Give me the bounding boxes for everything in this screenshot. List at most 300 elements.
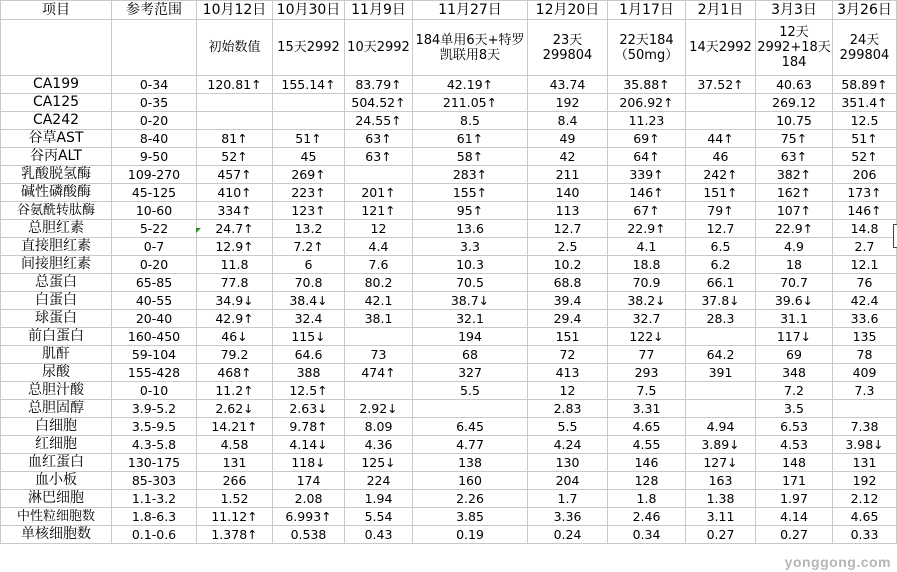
value-cell[interactable]: 12.5↑	[273, 382, 345, 400]
value-cell[interactable]: 42.4	[833, 292, 897, 310]
value-cell[interactable]: 115↓	[273, 328, 345, 346]
item-name-cell[interactable]: 中性粒细胞数	[1, 508, 112, 526]
value-cell[interactable]: 12.5	[833, 112, 897, 130]
value-cell[interactable]: 38.7↓	[413, 292, 528, 310]
value-cell[interactable]: 118↓	[273, 454, 345, 472]
value-cell[interactable]: 148	[756, 454, 833, 472]
value-cell[interactable]: 58.89↑	[833, 76, 897, 94]
value-cell[interactable]: 63↑	[345, 148, 413, 166]
value-cell[interactable]: 474↑	[345, 364, 413, 382]
column-header[interactable]: 10月12日	[197, 1, 273, 20]
value-cell[interactable]: 12.7	[686, 220, 756, 238]
value-cell[interactable]: 146↑	[608, 184, 686, 202]
value-cell[interactable]: 4.36	[345, 436, 413, 454]
value-cell[interactable]: 46↓	[197, 328, 273, 346]
value-cell[interactable]: 51↑	[273, 130, 345, 148]
column-header[interactable]: 11月27日	[413, 1, 528, 20]
value-cell[interactable]: 4.55	[608, 436, 686, 454]
value-cell[interactable]: 24.55↑	[345, 112, 413, 130]
value-cell[interactable]: 11.12↑	[197, 508, 273, 526]
value-cell[interactable]: 107↑	[756, 202, 833, 220]
reference-range-cell[interactable]: 5-22	[112, 220, 197, 238]
value-cell[interactable]: 61↑	[413, 130, 528, 148]
value-cell[interactable]: 32.4	[273, 310, 345, 328]
value-cell[interactable]: 39.4	[528, 292, 608, 310]
value-cell[interactable]: 3.85	[413, 508, 528, 526]
value-cell[interactable]: 174	[273, 472, 345, 490]
value-cell[interactable]: 22.9↑	[756, 220, 833, 238]
item-name-cell[interactable]: 总胆固醇	[1, 400, 112, 418]
value-cell[interactable]: 12	[345, 220, 413, 238]
column-header[interactable]: 12月20日	[528, 1, 608, 20]
value-cell[interactable]: 42.19↑	[413, 76, 528, 94]
value-cell[interactable]: 135	[833, 328, 897, 346]
value-cell[interactable]: 128	[608, 472, 686, 490]
item-name-cell[interactable]: 尿酸	[1, 364, 112, 382]
value-cell[interactable]: 123↑	[273, 202, 345, 220]
value-cell[interactable]: 140	[528, 184, 608, 202]
value-cell[interactable]: 382↑	[756, 166, 833, 184]
value-cell[interactable]: 1.7	[528, 490, 608, 508]
value-cell[interactable]: 192	[833, 472, 897, 490]
value-cell[interactable]: 8.4	[528, 112, 608, 130]
value-cell[interactable]: 0.27	[686, 526, 756, 544]
value-cell[interactable]: 410↑	[197, 184, 273, 202]
value-cell[interactable]: 6.2	[686, 256, 756, 274]
value-cell[interactable]: 413	[528, 364, 608, 382]
value-cell[interactable]: 43.74	[528, 76, 608, 94]
value-cell[interactable]: 79.2	[197, 346, 273, 364]
value-cell[interactable]: 8.09	[345, 418, 413, 436]
value-cell[interactable]: 24.7↑	[197, 220, 273, 238]
value-cell[interactable]: 2.26	[413, 490, 528, 508]
item-name-cell[interactable]: 白细胞	[1, 418, 112, 436]
value-cell[interactable]: 32.1	[413, 310, 528, 328]
reference-range-cell[interactable]: 0-34	[112, 76, 197, 94]
value-cell[interactable]: 391	[686, 364, 756, 382]
treatment-cell[interactable]: 22天184（50mg）	[608, 20, 686, 76]
value-cell[interactable]: 40.63	[756, 76, 833, 94]
value-cell[interactable]: 1.52	[197, 490, 273, 508]
value-cell[interactable]: 4.9	[756, 238, 833, 256]
value-cell[interactable]: 78	[833, 346, 897, 364]
value-cell[interactable]: 2.7	[833, 238, 897, 256]
column-header[interactable]: 1月17日	[608, 1, 686, 20]
value-cell[interactable]: 34.9↓	[197, 292, 273, 310]
value-cell[interactable]: 51↑	[833, 130, 897, 148]
reference-range-cell[interactable]: 3.9-5.2	[112, 400, 197, 418]
reference-range-cell[interactable]: 155-428	[112, 364, 197, 382]
value-cell[interactable]: 2.12	[833, 490, 897, 508]
value-cell[interactable]: 64.6	[273, 346, 345, 364]
value-cell[interactable]: 457↑	[197, 166, 273, 184]
value-cell[interactable]: 201↑	[345, 184, 413, 202]
column-header[interactable]: 3月3日	[756, 1, 833, 20]
value-cell[interactable]: 2.46	[608, 508, 686, 526]
value-cell[interactable]: 162↑	[756, 184, 833, 202]
value-cell[interactable]: 327	[413, 364, 528, 382]
value-cell[interactable]	[686, 382, 756, 400]
reference-range-cell[interactable]: 0-7	[112, 238, 197, 256]
value-cell[interactable]: 173↑	[833, 184, 897, 202]
reference-range-cell[interactable]: 109-270	[112, 166, 197, 184]
reference-range-cell[interactable]: 8-40	[112, 130, 197, 148]
value-cell[interactable]	[413, 400, 528, 418]
value-cell[interactable]: 76	[833, 274, 897, 292]
value-cell[interactable]: 45	[273, 148, 345, 166]
value-cell[interactable]: 4.14	[756, 508, 833, 526]
value-cell[interactable]: 3.89↓	[686, 436, 756, 454]
value-cell[interactable]: 2.5	[528, 238, 608, 256]
value-cell[interactable]: 388	[273, 364, 345, 382]
item-name-cell[interactable]: 谷丙ALT	[1, 148, 112, 166]
value-cell[interactable]: 7.6	[345, 256, 413, 274]
item-name-cell[interactable]: 谷氨酰转肽酶	[1, 202, 112, 220]
value-cell[interactable]	[345, 166, 413, 184]
value-cell[interactable]: 68	[413, 346, 528, 364]
value-cell[interactable]: 0.24	[528, 526, 608, 544]
value-cell[interactable]: 70.5	[413, 274, 528, 292]
value-cell[interactable]: 224	[345, 472, 413, 490]
value-cell[interactable]: 64.2	[686, 346, 756, 364]
value-cell[interactable]: 18.8	[608, 256, 686, 274]
value-cell[interactable]: 12	[528, 382, 608, 400]
value-cell[interactable]: 7.2↑	[273, 238, 345, 256]
value-cell[interactable]: 38.2↓	[608, 292, 686, 310]
value-cell[interactable]: 171	[756, 472, 833, 490]
value-cell[interactable]: 269.12	[756, 94, 833, 112]
item-name-cell[interactable]: 乳酸脱氢酶	[1, 166, 112, 184]
value-cell[interactable]: 293	[608, 364, 686, 382]
value-cell[interactable]: 95↑	[413, 202, 528, 220]
value-cell[interactable]: 339↑	[608, 166, 686, 184]
value-cell[interactable]: 72	[528, 346, 608, 364]
value-cell[interactable]: 146↑	[833, 202, 897, 220]
value-cell[interactable]: 3.3	[413, 238, 528, 256]
value-cell[interactable]: 125↓	[345, 454, 413, 472]
value-cell[interactable]: 6	[273, 256, 345, 274]
value-cell[interactable]: 2.83	[528, 400, 608, 418]
value-cell[interactable]: 4.14↓	[273, 436, 345, 454]
treatment-cell[interactable]: 10天2992	[345, 20, 413, 76]
value-cell[interactable]: 7.5	[608, 382, 686, 400]
reference-range-cell[interactable]: 0-35	[112, 94, 197, 112]
value-cell[interactable]: 69↑	[608, 130, 686, 148]
value-cell[interactable]: 2.08	[273, 490, 345, 508]
reference-range-cell[interactable]: 0-20	[112, 112, 197, 130]
value-cell[interactable]: 10.75	[756, 112, 833, 130]
value-cell[interactable]: 163	[686, 472, 756, 490]
value-cell[interactable]: 11.2↑	[197, 382, 273, 400]
value-cell[interactable]: 7.2	[756, 382, 833, 400]
reference-range-cell[interactable]: 65-85	[112, 274, 197, 292]
value-cell[interactable]: 52↑	[833, 148, 897, 166]
value-cell[interactable]: 3.11	[686, 508, 756, 526]
value-cell[interactable]: 8.5	[413, 112, 528, 130]
value-cell[interactable]: 122↓	[608, 328, 686, 346]
value-cell[interactable]	[197, 112, 273, 130]
treatment-cell[interactable]: 15天2992	[273, 20, 345, 76]
value-cell[interactable]: 7.3	[833, 382, 897, 400]
value-cell[interactable]: 79↑	[686, 202, 756, 220]
value-cell[interactable]	[345, 328, 413, 346]
reference-range-cell[interactable]: 1.8-6.3	[112, 508, 197, 526]
treatment-cell[interactable]: 14天2992	[686, 20, 756, 76]
value-cell[interactable]: 5.5	[528, 418, 608, 436]
item-name-cell[interactable]: 直接胆红素	[1, 238, 112, 256]
reference-range-cell[interactable]: 59-104	[112, 346, 197, 364]
value-cell[interactable]: 0.538	[273, 526, 345, 544]
value-cell[interactable]: 127↓	[686, 454, 756, 472]
treatment-cell[interactable]: 初始数值	[197, 20, 273, 76]
value-cell[interactable]: 160	[413, 472, 528, 490]
value-cell[interactable]: 7.38	[833, 418, 897, 436]
value-cell[interactable]: 351.4↑	[833, 94, 897, 112]
value-cell[interactable]: 4.94	[686, 418, 756, 436]
value-cell[interactable]: 67↑	[608, 202, 686, 220]
item-name-cell[interactable]: 血红蛋白	[1, 454, 112, 472]
treatment-cell[interactable]: 184单用6天+特罗凯联用8天	[413, 20, 528, 76]
value-cell[interactable]: 66.1	[686, 274, 756, 292]
value-cell[interactable]: 81↑	[197, 130, 273, 148]
item-name-cell[interactable]: CA125	[1, 94, 112, 112]
value-cell[interactable]: 155.14↑	[273, 76, 345, 94]
value-cell[interactable]: 204	[528, 472, 608, 490]
value-cell[interactable]: 1.8	[608, 490, 686, 508]
value-cell[interactable]: 39.6↓	[756, 292, 833, 310]
value-cell[interactable]: 42	[528, 148, 608, 166]
item-name-cell[interactable]: 总胆汁酸	[1, 382, 112, 400]
value-cell[interactable]	[273, 112, 345, 130]
reference-range-cell[interactable]: 1.1-3.2	[112, 490, 197, 508]
item-name-cell[interactable]: 总胆红素	[1, 220, 112, 238]
column-header[interactable]: 参考范围	[112, 1, 197, 20]
value-cell[interactable]: 206	[833, 166, 897, 184]
value-cell[interactable]: 75↑	[756, 130, 833, 148]
reference-range-cell[interactable]: 9-50	[112, 148, 197, 166]
value-cell[interactable]: 77.8	[197, 274, 273, 292]
reference-range-cell[interactable]: 85-303	[112, 472, 197, 490]
value-cell[interactable]: 14.21↑	[197, 418, 273, 436]
reference-range-cell[interactable]: 0-20	[112, 256, 197, 274]
value-cell[interactable]: 120.81↑	[197, 76, 273, 94]
value-cell[interactable]	[197, 94, 273, 112]
value-cell[interactable]: 12.9↑	[197, 238, 273, 256]
value-cell[interactable]: 42.9↑	[197, 310, 273, 328]
value-cell[interactable]: 0.43	[345, 526, 413, 544]
value-cell[interactable]: 29.4	[528, 310, 608, 328]
value-cell[interactable]: 151	[528, 328, 608, 346]
value-cell[interactable]: 70.7	[756, 274, 833, 292]
value-cell[interactable]: 269↑	[273, 166, 345, 184]
value-cell[interactable]: 12.1	[833, 256, 897, 274]
value-cell[interactable]: 33.6	[833, 310, 897, 328]
value-cell[interactable]: 63↑	[756, 148, 833, 166]
value-cell[interactable]: 334↑	[197, 202, 273, 220]
item-name-cell[interactable]: 碱性磷酸酶	[1, 184, 112, 202]
selection-handle[interactable]	[893, 224, 897, 248]
value-cell[interactable]: 1.94	[345, 490, 413, 508]
value-cell[interactable]: 2.92↓	[345, 400, 413, 418]
value-cell[interactable]: 68.8	[528, 274, 608, 292]
value-cell[interactable]: 3.31	[608, 400, 686, 418]
value-cell[interactable]: 121↑	[345, 202, 413, 220]
item-name-cell[interactable]: 间接胆红素	[1, 256, 112, 274]
value-cell[interactable]	[686, 112, 756, 130]
value-cell[interactable]: 13.6	[413, 220, 528, 238]
value-cell[interactable]: 31.1	[756, 310, 833, 328]
value-cell[interactable]: 117↓	[756, 328, 833, 346]
value-cell[interactable]: 44↑	[686, 130, 756, 148]
column-header[interactable]: 项目	[1, 1, 112, 20]
value-cell[interactable]: 348	[756, 364, 833, 382]
value-cell[interactable]: 38.4↓	[273, 292, 345, 310]
value-cell[interactable]: 155↑	[413, 184, 528, 202]
value-cell[interactable]: 11.8	[197, 256, 273, 274]
item-name-cell[interactable]: 谷草AST	[1, 130, 112, 148]
reference-range-cell[interactable]: 3.5-9.5	[112, 418, 197, 436]
reference-range-cell[interactable]: 20-40	[112, 310, 197, 328]
value-cell[interactable]: 22.9↑	[608, 220, 686, 238]
value-cell[interactable]: 242↑	[686, 166, 756, 184]
value-cell[interactable]: 83.79↑	[345, 76, 413, 94]
value-cell[interactable]	[686, 400, 756, 418]
treatment-cell[interactable]: 23天299804	[528, 20, 608, 76]
value-cell[interactable]: 42.1	[345, 292, 413, 310]
reference-range-cell[interactable]: 130-175	[112, 454, 197, 472]
value-cell[interactable]: 3.36	[528, 508, 608, 526]
treatment-cell[interactable]	[1, 20, 112, 76]
value-cell[interactable]: 18	[756, 256, 833, 274]
value-cell[interactable]: 38.1	[345, 310, 413, 328]
treatment-cell[interactable]	[112, 20, 197, 76]
value-cell[interactable]: 6.45	[413, 418, 528, 436]
reference-range-cell[interactable]: 4.3-5.8	[112, 436, 197, 454]
value-cell[interactable]: 5.5	[413, 382, 528, 400]
value-cell[interactable]: 0.33	[833, 526, 897, 544]
value-cell[interactable]: 468↑	[197, 364, 273, 382]
item-name-cell[interactable]: 前白蛋白	[1, 328, 112, 346]
value-cell[interactable]: 4.4	[345, 238, 413, 256]
item-name-cell[interactable]: 红细胞	[1, 436, 112, 454]
value-cell[interactable]: 64↑	[608, 148, 686, 166]
value-cell[interactable]: 52↑	[197, 148, 273, 166]
value-cell[interactable]: 211	[528, 166, 608, 184]
value-cell[interactable]: 504.52↑	[345, 94, 413, 112]
value-cell[interactable]: 4.65	[608, 418, 686, 436]
value-cell[interactable]: 10.3	[413, 256, 528, 274]
value-cell[interactable]: 211.05↑	[413, 94, 528, 112]
value-cell[interactable]: 192	[528, 94, 608, 112]
item-name-cell[interactable]: 总蛋白	[1, 274, 112, 292]
item-name-cell[interactable]: 血小板	[1, 472, 112, 490]
value-cell[interactable]: 28.3	[686, 310, 756, 328]
value-cell[interactable]: 9.78↑	[273, 418, 345, 436]
value-cell[interactable]: 73	[345, 346, 413, 364]
value-cell[interactable]: 2.62↓	[197, 400, 273, 418]
item-name-cell[interactable]: 球蛋白	[1, 310, 112, 328]
value-cell[interactable]: 37.8↓	[686, 292, 756, 310]
item-name-cell[interactable]: 淋巴细胞	[1, 490, 112, 508]
value-cell[interactable]: 4.58	[197, 436, 273, 454]
value-cell[interactable]: 3.5	[756, 400, 833, 418]
value-cell[interactable]: 151↑	[686, 184, 756, 202]
value-cell[interactable]: 409	[833, 364, 897, 382]
value-cell[interactable]: 131	[833, 454, 897, 472]
value-cell[interactable]: 1.38	[686, 490, 756, 508]
value-cell[interactable]: 0.27	[756, 526, 833, 544]
reference-range-cell[interactable]: 0-10	[112, 382, 197, 400]
value-cell[interactable]: 266	[197, 472, 273, 490]
value-cell[interactable]: 0.19	[413, 526, 528, 544]
value-cell[interactable]: 4.65	[833, 508, 897, 526]
value-cell[interactable]: 130	[528, 454, 608, 472]
value-cell[interactable]: 1.378↑	[197, 526, 273, 544]
item-name-cell[interactable]: 白蛋白	[1, 292, 112, 310]
treatment-cell[interactable]: 12天2992+18天184	[756, 20, 833, 76]
value-cell[interactable]: 11.23	[608, 112, 686, 130]
column-header[interactable]: 11月9日	[345, 1, 413, 20]
value-cell[interactable]: 70.9	[608, 274, 686, 292]
reference-range-cell[interactable]: 10-60	[112, 202, 197, 220]
value-cell[interactable]: 37.52↑	[686, 76, 756, 94]
value-cell[interactable]: 69	[756, 346, 833, 364]
value-cell[interactable]: 6.53	[756, 418, 833, 436]
value-cell[interactable]: 10.2	[528, 256, 608, 274]
value-cell[interactable]: 5.54	[345, 508, 413, 526]
value-cell[interactable]: 70.8	[273, 274, 345, 292]
value-cell[interactable]: 35.88↑	[608, 76, 686, 94]
value-cell[interactable]: 6.5	[686, 238, 756, 256]
value-cell[interactable]: 2.63↓	[273, 400, 345, 418]
value-cell[interactable]: 0.34	[608, 526, 686, 544]
value-cell[interactable]: 113	[528, 202, 608, 220]
value-cell[interactable]: 4.24	[528, 436, 608, 454]
value-cell[interactable]: 49	[528, 130, 608, 148]
value-cell[interactable]: 32.7	[608, 310, 686, 328]
value-cell[interactable]: 146	[608, 454, 686, 472]
value-cell[interactable]: 14.8	[833, 220, 897, 238]
value-cell[interactable]: 58↑	[413, 148, 528, 166]
value-cell[interactable]: 4.77	[413, 436, 528, 454]
value-cell[interactable]: 283↑	[413, 166, 528, 184]
value-cell[interactable]	[833, 400, 897, 418]
treatment-cell[interactable]: 24天299804	[833, 20, 897, 76]
value-cell[interactable]	[686, 94, 756, 112]
value-cell[interactable]	[345, 382, 413, 400]
value-cell[interactable]: 63↑	[345, 130, 413, 148]
value-cell[interactable]: 4.53	[756, 436, 833, 454]
column-header[interactable]: 2月1日	[686, 1, 756, 20]
reference-range-cell[interactable]: 160-450	[112, 328, 197, 346]
item-name-cell[interactable]: CA242	[1, 112, 112, 130]
value-cell[interactable]: 3.98↓	[833, 436, 897, 454]
value-cell[interactable]: 80.2	[345, 274, 413, 292]
value-cell[interactable]	[273, 94, 345, 112]
value-cell[interactable]: 77	[608, 346, 686, 364]
value-cell[interactable]: 131	[197, 454, 273, 472]
reference-range-cell[interactable]: 40-55	[112, 292, 197, 310]
value-cell[interactable]: 4.1	[608, 238, 686, 256]
item-name-cell[interactable]: 单核细胞数	[1, 526, 112, 544]
column-header[interactable]: 10月30日	[273, 1, 345, 20]
value-cell[interactable]: 194	[413, 328, 528, 346]
value-cell[interactable]: 1.97	[756, 490, 833, 508]
item-name-cell[interactable]: CA199	[1, 76, 112, 94]
value-cell[interactable]	[686, 328, 756, 346]
item-name-cell[interactable]: 肌酐	[1, 346, 112, 364]
reference-range-cell[interactable]: 0.1-0.6	[112, 526, 197, 544]
